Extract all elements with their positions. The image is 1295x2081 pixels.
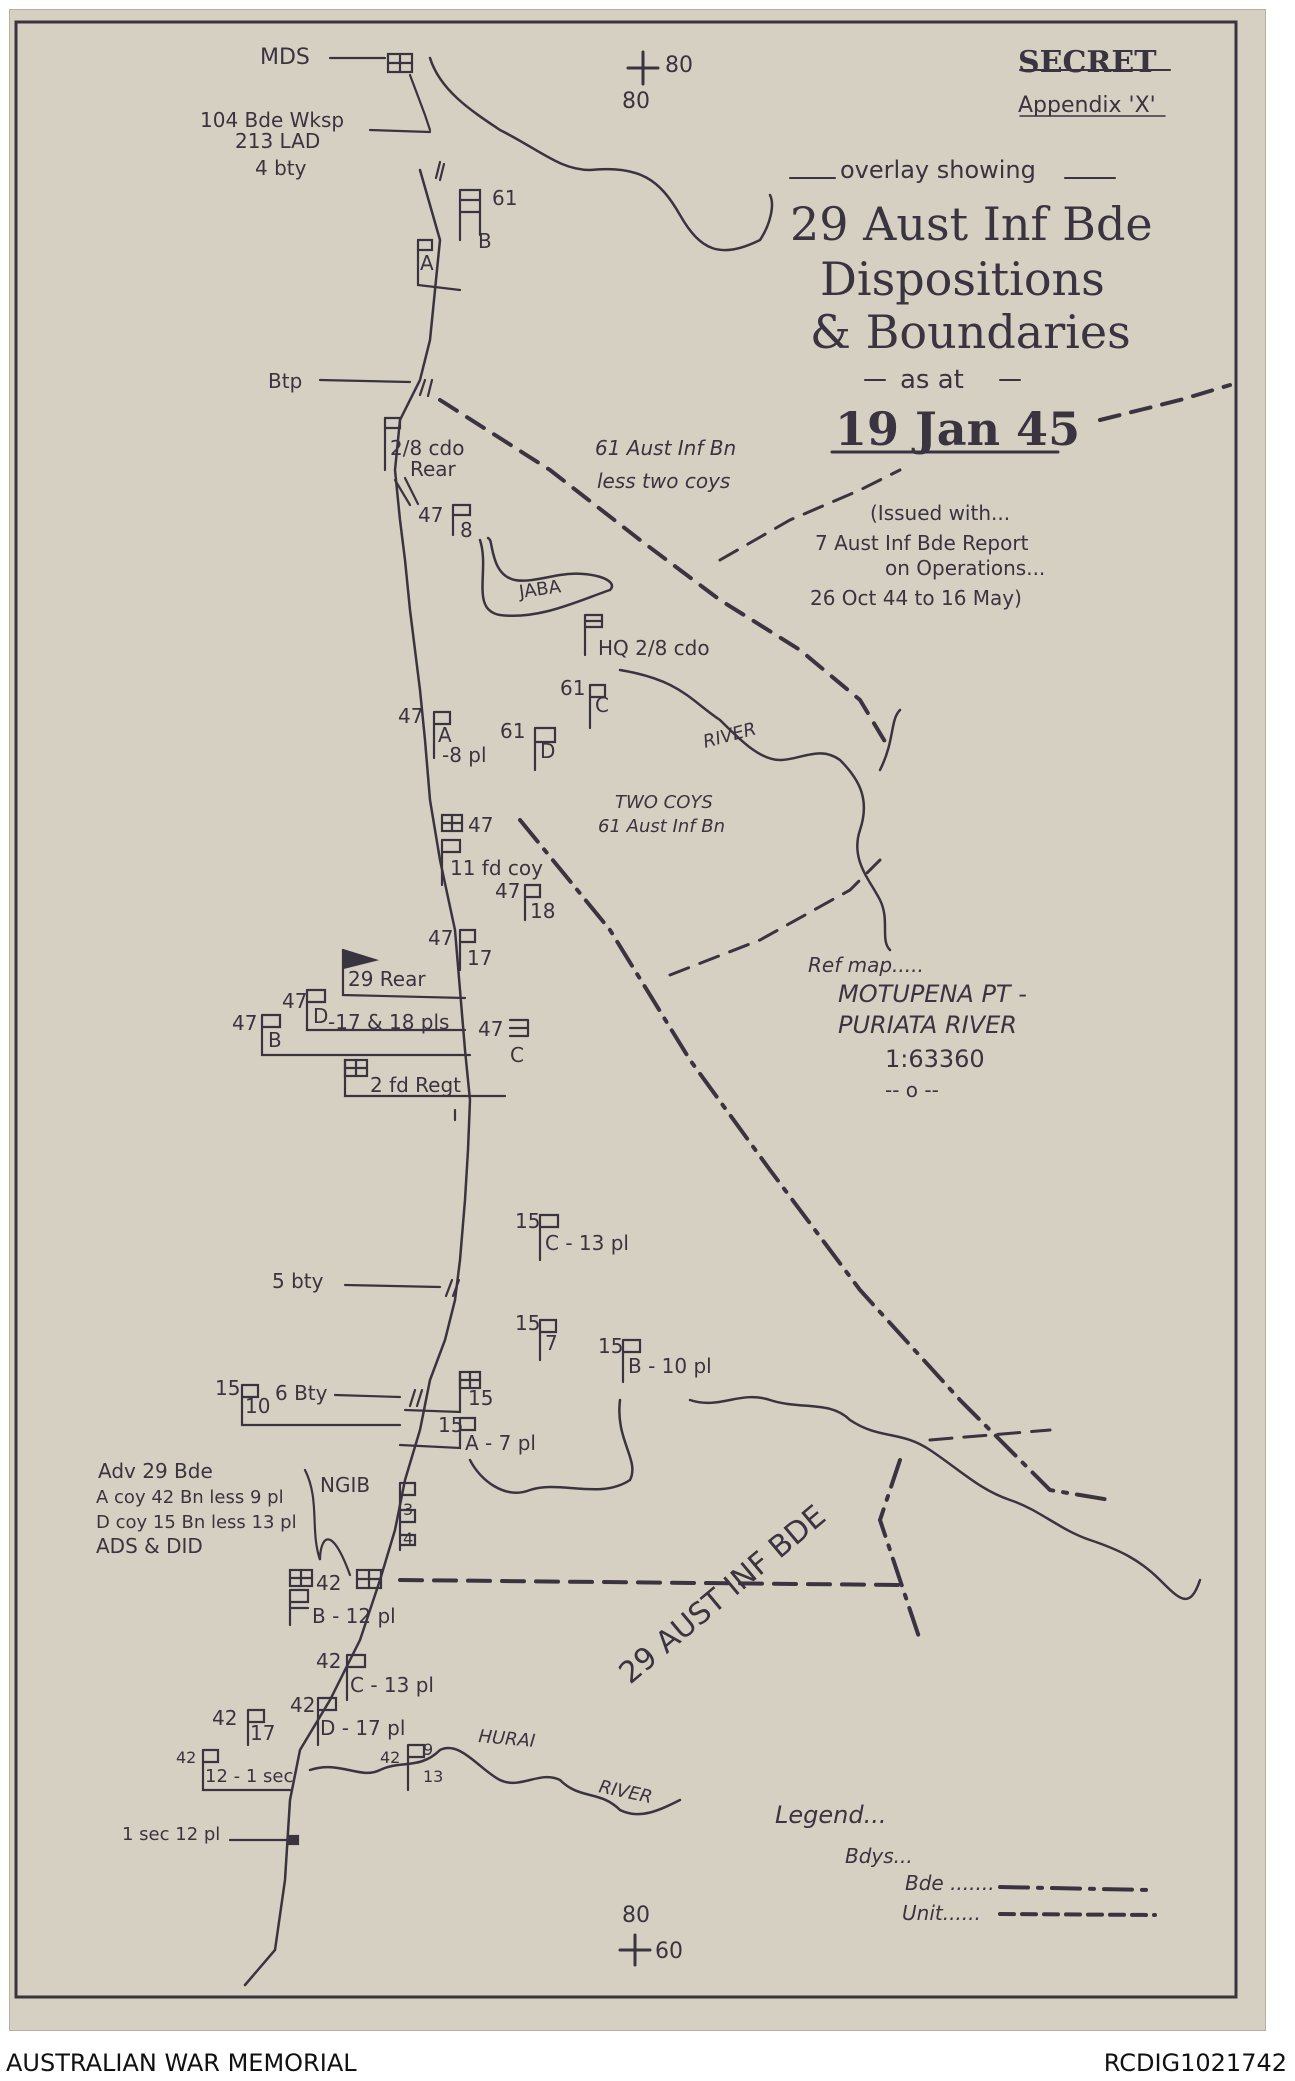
label-pl-7: 7 xyxy=(545,1331,558,1355)
label-coy-b-top: B xyxy=(478,229,492,253)
label-bde-boundary: 29 AUST INF BDE xyxy=(612,1498,833,1692)
footer xyxy=(0,2043,1295,2081)
unit-labels xyxy=(96,45,833,1845)
label-pl-13: 13 xyxy=(423,1767,444,1786)
label-adv-1: Adv 29 Bde xyxy=(98,1459,213,1483)
label-adv-3: D coy 15 Bn less 13 pl xyxy=(96,1512,297,1533)
unit-boundary-3 xyxy=(1100,385,1230,420)
ref-map-scale: 1:63360 xyxy=(885,1045,985,1073)
label-coy-a-top: A xyxy=(420,251,434,275)
label-btp: Btp xyxy=(268,369,303,393)
label-ngib-3: 3 xyxy=(403,1500,414,1519)
label-47-8: 47 xyxy=(418,503,444,527)
label-47-d: 47 xyxy=(282,989,308,1013)
ref-map-mark: -- o -- xyxy=(885,1078,939,1102)
grid-top-label2: 80 xyxy=(622,89,650,114)
label-15-7: 15 xyxy=(515,1311,541,1335)
legend-unit: Unit...... xyxy=(902,1901,981,1925)
label-b-12pl: B - 12 pl xyxy=(312,1604,396,1628)
unit-boundary-5 xyxy=(400,1580,900,1585)
label-c-13pl-42: C - 13 pl xyxy=(350,1673,434,1697)
label-pl-17b: 17 xyxy=(250,1721,276,1745)
label-6-bty: 6 Bty xyxy=(275,1381,328,1405)
label-47-bn: 47 xyxy=(468,813,494,837)
as-at: as at xyxy=(900,365,964,395)
issued-line1: (Issued with... xyxy=(870,501,1011,525)
label-1sec-12pl: 1 sec 12 pl xyxy=(122,1824,221,1845)
legend-title: Legend... xyxy=(775,1801,887,1829)
label-47-c: 47 xyxy=(478,1017,504,1041)
label-15-c: 15 xyxy=(515,1209,541,1233)
grid-bottom-label2: 60 xyxy=(655,1939,683,1964)
label-47-17: 47 xyxy=(428,926,454,950)
unit-symbols xyxy=(203,54,640,1844)
label-cdo-rear1: 2/8 cdo xyxy=(390,436,465,460)
label-pl-17: 17 xyxy=(467,946,493,970)
label-fd-regt: 2 fd Regt xyxy=(370,1073,462,1097)
issued-line3: on Operations... xyxy=(885,556,1046,580)
issued-line4: 26 Oct 44 to 16 May) xyxy=(810,586,1022,610)
label-ngib: NGIB xyxy=(320,1473,371,1497)
label-pl-18: 18 xyxy=(530,899,556,923)
label-15-10: 15 xyxy=(215,1376,241,1400)
bde-boundary-south xyxy=(880,1460,920,1640)
label-coy-a: A xyxy=(438,723,452,747)
label-bde-wksp: 104 Bde Wksp xyxy=(200,108,345,132)
label-29-rear: 29 Rear xyxy=(348,967,426,991)
overlay-line: overlay showing xyxy=(840,156,1036,184)
river-jaba-river: RIVER xyxy=(700,718,759,753)
legend-bde-line xyxy=(1000,1887,1150,1890)
label-47-18: 47 xyxy=(495,879,521,903)
grid-bottom-label: 80 xyxy=(622,1903,650,1928)
label-coy-c: C xyxy=(595,693,609,717)
label-42-bn: 42 xyxy=(316,1571,342,1595)
legend-unit-line xyxy=(1000,1914,1155,1915)
label-61: 61 xyxy=(492,186,518,210)
river-hurai: HURAI xyxy=(477,1726,537,1752)
legend-bdys: Bdys... xyxy=(845,1844,913,1868)
appendix: Appendix 'X' xyxy=(1018,93,1156,118)
label-42-c: 42 xyxy=(316,1649,342,1673)
label-adv-4: ADS & DID xyxy=(96,1534,203,1558)
label-less-8pl: -8 pl xyxy=(442,743,487,767)
label-15-bn: 15 xyxy=(468,1386,494,1410)
label-lad: 213 LAD xyxy=(235,129,321,153)
label-coy-d: D xyxy=(540,739,556,763)
river-hurai-river: RIVER xyxy=(596,1776,655,1809)
label-pl-9: 9 xyxy=(423,1740,434,1759)
label-two-coys-2: 61 Aust Inf Bn xyxy=(598,816,726,837)
label-15-a: 15 xyxy=(438,1413,464,1437)
label-42-12: 42 xyxy=(176,1748,197,1767)
bde-boundary-north xyxy=(520,820,1110,1500)
grid-top-label: 80 xyxy=(665,53,693,78)
jaba-river xyxy=(480,538,612,616)
grid-cross-top xyxy=(628,52,658,84)
label-4-bty: 4 bty xyxy=(255,156,307,180)
issued-line2: 7 Aust Inf Bde Report xyxy=(815,531,1029,555)
label-b-10pl: B - 10 pl xyxy=(628,1354,712,1378)
label-47-a: 47 xyxy=(398,704,424,728)
title-line3: & Boundaries xyxy=(810,305,1131,359)
legend-bde: Bde ....... xyxy=(905,1871,995,1895)
label-ngib-4: 4 xyxy=(403,1529,414,1548)
classification: SECRET xyxy=(1018,45,1157,80)
label-coy-d2: D xyxy=(313,1004,329,1028)
label-61-bn-1: 61 Aust Inf Bn xyxy=(595,436,737,460)
label-42-d: 42 xyxy=(290,1693,316,1717)
label-cdo-rear2: Rear xyxy=(410,457,456,481)
label-pls: -17 & 18 pls xyxy=(328,1010,450,1034)
label-pl-10: 10 xyxy=(245,1394,271,1418)
label-mds: MDS xyxy=(260,45,310,70)
label-61-bn-2: less two coys xyxy=(597,469,731,493)
label-12-1sec: 12 - 1 sec xyxy=(205,1766,294,1787)
footer-source: AUSTRALIAN WAR MEMORIAL xyxy=(6,2049,357,2077)
footer-id: RCDIG1021742 xyxy=(1103,2049,1287,2077)
label-pl-8: 8 xyxy=(460,518,473,542)
label-coy-c2: C xyxy=(510,1043,524,1067)
grid-cross-bottom xyxy=(620,1935,650,1965)
date: 19 Jan 45 xyxy=(835,402,1081,456)
label-two-coys-1: TWO COYS xyxy=(615,792,713,813)
label-hq-cdo: HQ 2/8 cdo xyxy=(598,636,710,660)
label-coy-b2: B xyxy=(268,1028,282,1052)
label-42-13: 42 xyxy=(380,1748,401,1767)
ref-map-name1: MOTUPENA PT - xyxy=(838,980,1027,1008)
label-a-7pl: A - 7 pl xyxy=(465,1431,536,1455)
river-jaba: JABA xyxy=(517,576,563,603)
label-47-b: 47 xyxy=(232,1011,258,1035)
label-fd-coy: 11 fd coy xyxy=(450,856,543,880)
ref-map-label: Ref map..... xyxy=(808,953,924,977)
ref-map-name2: PURIATA RIVER xyxy=(838,1011,1017,1039)
label-adv-2: A coy 42 Bn less 9 pl xyxy=(96,1487,284,1508)
label-61-d: 61 xyxy=(500,719,526,743)
label-d-17pl: D - 17 pl xyxy=(320,1716,406,1740)
label-5-bty: 5 bty xyxy=(272,1269,324,1293)
label-42-17: 42 xyxy=(212,1706,238,1730)
label-61-c: 61 xyxy=(560,676,586,700)
label-15-b: 15 xyxy=(598,1334,624,1358)
title-line2: Dispositions xyxy=(820,252,1105,306)
label-c-13pl: C - 13 pl xyxy=(545,1231,629,1255)
unit-boundary-6 xyxy=(930,1430,1050,1440)
coastline xyxy=(430,58,772,250)
title-line1: 29 Aust Inf Bde xyxy=(790,197,1153,251)
